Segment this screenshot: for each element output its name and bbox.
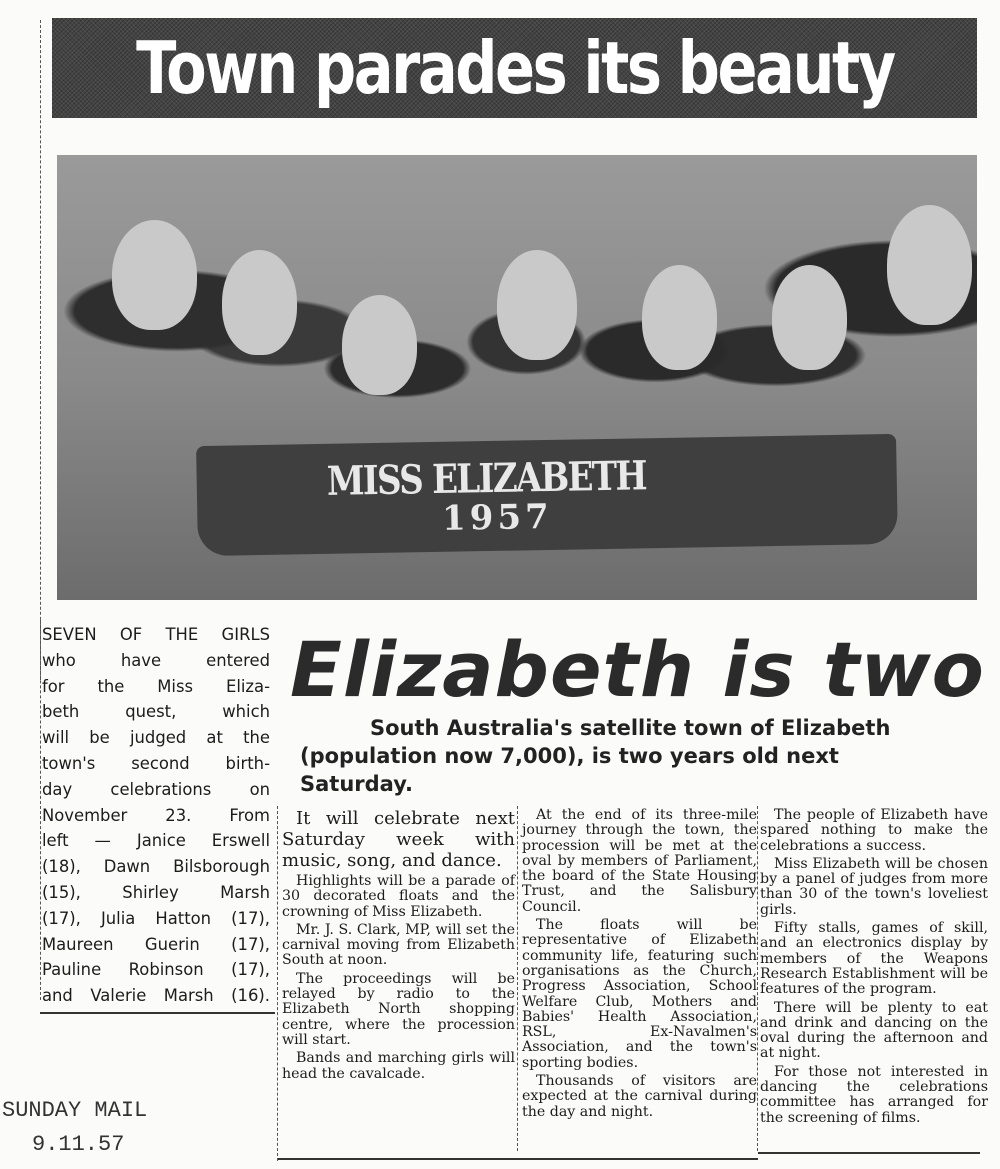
face-6	[772, 265, 847, 370]
article-paragraph: At the end of its three-mile journey through the town, the procession will be met at the oval by members of Parliament, the board of the State Housing Trust, and the Salisbury Council.	[522, 807, 757, 915]
face-1	[112, 220, 197, 330]
caption-left-rule	[40, 620, 41, 1000]
article-paragraph: Bands and marching girls will head the cavalcade.	[282, 1050, 515, 1082]
column3-bottom-rule	[758, 1152, 980, 1154]
article-paragraph: There will be plenty to eat and drink and dancing on the oval during the afternoon and at night.	[760, 999, 988, 1062]
article-paragraph: The people of Elizabeth have spared nothing to make the celebrations a success.	[760, 807, 988, 854]
face-7	[887, 205, 972, 325]
article-paragraph: The floats will be representative of Elizabeth community life, featuring such organisations as the Church, Progress Association, School Welfare Club, Mothers and Babies' Health Association, RSL, Ex-Navalmen's Association, and the town's sporting bodies.	[522, 917, 757, 1071]
caption-line: November 23. From	[42, 805, 270, 825]
column-rule-3	[757, 806, 758, 1151]
sash-year: 1957	[441, 496, 554, 539]
miss-elizabeth-sash	[196, 434, 898, 556]
banner-headline	[52, 18, 977, 118]
article-paragraph: Highlights will be a parade of 30 decorated floats and the crowning of Miss Elizabeth.	[282, 873, 515, 920]
group-photo	[57, 155, 977, 600]
face-4	[497, 250, 577, 360]
caption-bottom-rule	[40, 1012, 275, 1014]
article-paragraph: For those not interested in dancing the celebrations committee has arranged for the screening of films.	[760, 1063, 988, 1126]
source-dateline	[2, 1094, 147, 1162]
article-paragraph: Mr. J. S. Clark, MP, will set the carnival moving from Elizabeth South at noon.	[282, 921, 515, 969]
face-2	[222, 250, 297, 355]
caption-line: will be judged at the	[42, 728, 270, 748]
caption-line: Pauline Robinson (17),	[42, 960, 270, 980]
caption-line: (17), Julia Hatton (17),	[42, 908, 270, 928]
face-5	[642, 265, 717, 370]
article-paragraph: Fifty stalls, games of skill, and an electronics display by members of the Weapons Research Establishment will be features of the program.	[760, 920, 988, 998]
article-column-3	[760, 808, 988, 1129]
caption-line: and Valerie Marsh (16).	[42, 986, 270, 1006]
article-title: Elizabeth is two	[290, 625, 985, 714]
left-margin-rule	[40, 20, 41, 680]
caption-line: day celebrations on	[42, 779, 270, 799]
caption-line: beth quest, which	[42, 702, 270, 722]
caption-line: town's second birth-	[42, 753, 270, 773]
article-column-2	[522, 808, 757, 1123]
article-bottom-rule	[278, 1158, 758, 1160]
article-paragraph: Miss Elizabeth will be chosen by a panel of judges from more than 30 of the town's loveliest girls.	[760, 855, 988, 918]
article-paragraph: The proceedings will be relayed by radio to the Elizabeth North shopping centre, where the procession will start.	[282, 970, 515, 1048]
photo-caption	[42, 622, 270, 1009]
column-rule-2	[517, 806, 518, 1151]
caption-line: Maureen Guerin (17),	[42, 934, 270, 954]
standfirst-line: (population now 7,000), is two years old next	[300, 744, 839, 768]
article-paragraph: It will celebrate next Saturday week with music, song, and dance.	[282, 808, 515, 871]
standfirst-line: South Australia's satellite town of Elizabeth	[370, 716, 891, 740]
caption-line: SEVEN OF THE GIRLS	[42, 625, 270, 644]
caption-line: (18), Dawn Bilsborough	[42, 857, 270, 877]
publication-date: 9.11.57	[32, 1132, 125, 1157]
column-rule-1	[277, 806, 278, 1161]
article-paragraph: Thousands of visitors are expected at the carnival during the day and night.	[522, 1073, 757, 1120]
caption-line: who have entered	[42, 650, 270, 670]
article-standfirst	[300, 714, 970, 798]
article-column-1	[282, 808, 515, 1085]
banner-headline-text: Town parades its beauty	[135, 26, 894, 110]
sash-title: MISS ELIZABETH	[326, 451, 647, 505]
caption-line: for the Miss Eliza-	[42, 676, 270, 696]
caption-line: (15), Shirley Marsh	[42, 882, 270, 902]
face-3	[342, 295, 417, 395]
standfirst-line: Saturday.	[300, 772, 413, 796]
publication-name: SUNDAY MAIL	[2, 1098, 148, 1123]
caption-line: left — Janice Erswell	[42, 831, 270, 851]
